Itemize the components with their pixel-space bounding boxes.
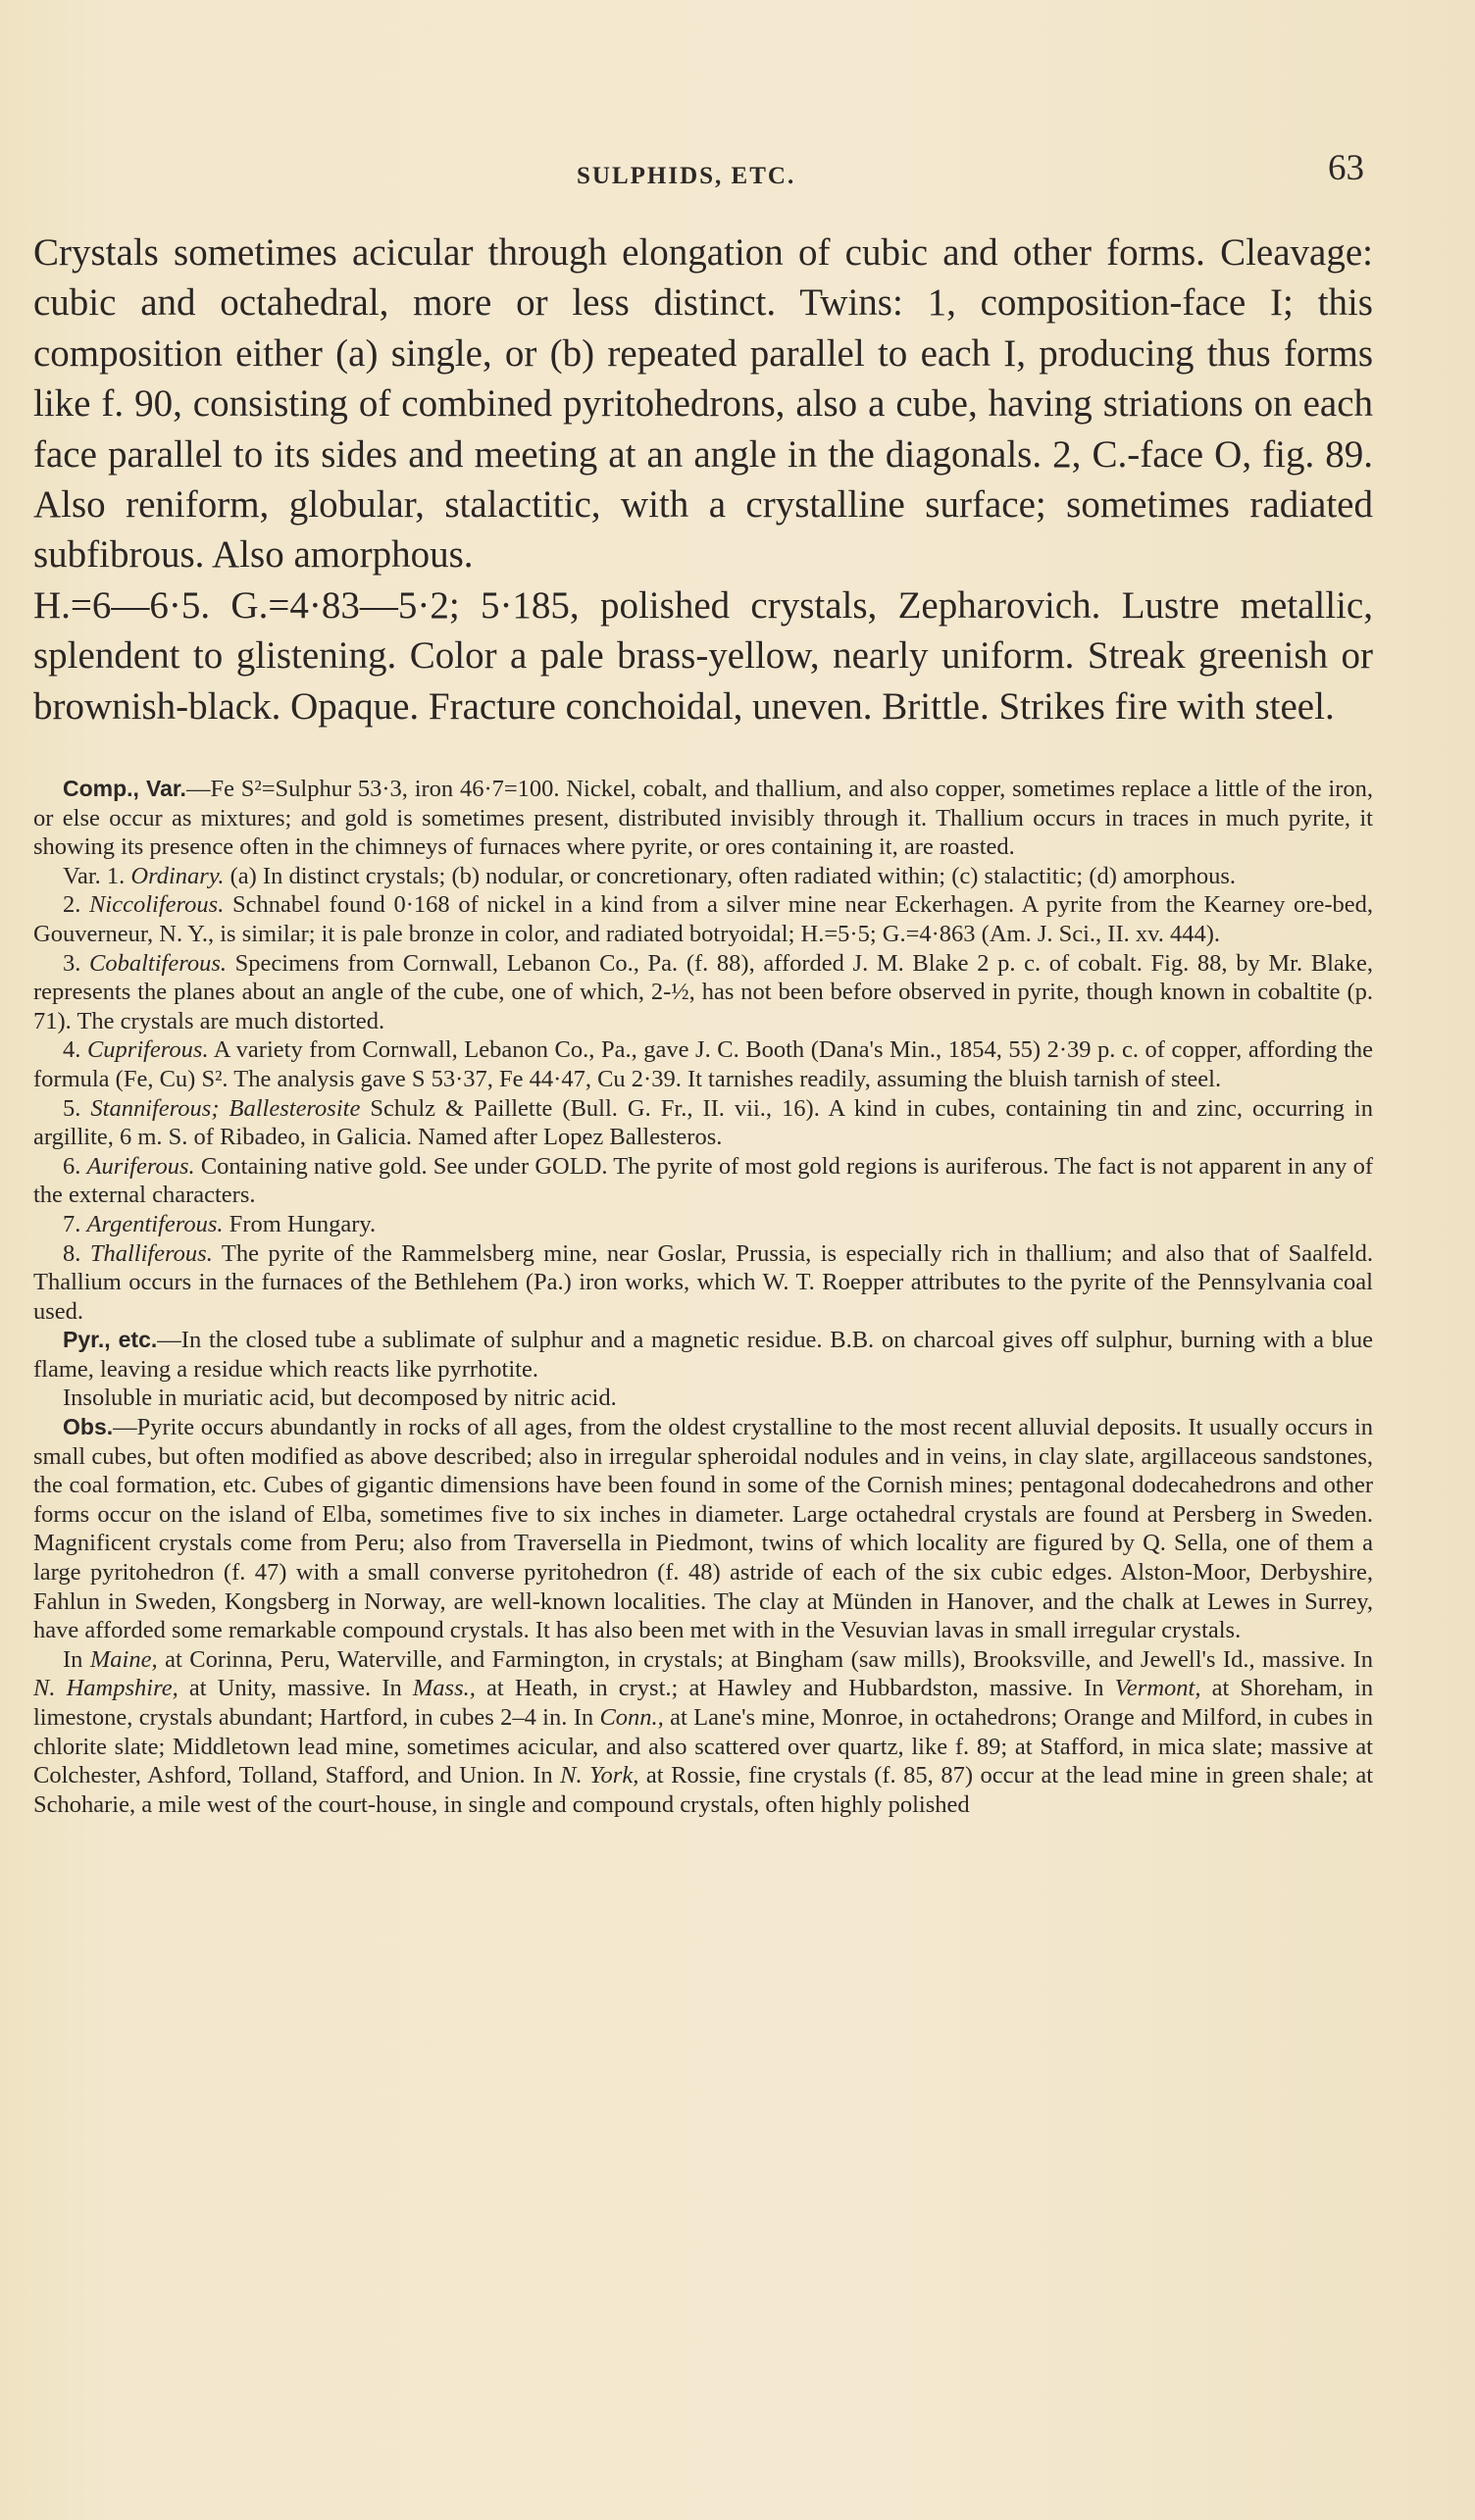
locality-text: at Corinna, Peru, Waterville, and Farmington, in crystals; at Bingham (saw mills), Brooksville, and Jewell's Id., massive. bbox=[165, 1645, 1347, 1673]
variety-name: Cobaltiferous. bbox=[89, 949, 228, 977]
variety-number: Var. 1. bbox=[63, 862, 126, 889]
variety-argentiferous bbox=[33, 1210, 1373, 1239]
variety-auriferous bbox=[33, 1152, 1373, 1210]
variety-number: 5. bbox=[63, 1094, 81, 1122]
crystal-description-paragraph: Crystals sometimes acicular through elongation of cubic and other forms. Cleavage: cubic and octahedral, more or less distinct. Twins: 1, composition-face I; this composition either (a) single, or (b) repeated parallel to each I, producing thus forms like f. 90, consisting of combined pyritohedrons, also a cube, having striations on each face parallel to its sides and meeting at an angle in the diagonals. 2, C.-face O, fig. 89. Also reniform, globular, stalactitic, with a crystalline surface; sometimes radiated subfibrous. Also amorphous. bbox=[33, 231, 1373, 577]
variety-text: Schulz & Paillette (Bull. G. Fr., II. vii., 16). A kind in cubes, containing tin and zinc, occurring in argillite, 6 m. S. of Ribadeo, in Galicia. Named after Lopez Ballesteros. bbox=[33, 1094, 1373, 1151]
variety-name: Niccoliferous. bbox=[89, 891, 225, 919]
variety-number: 6. bbox=[63, 1152, 81, 1180]
locality-text: at Rossie, fine crystals (f. 85, 87) occur at the lead mine in green shale; at Schoharie, a mile west of the court-house, in single and compound crystals, often highly polished bbox=[33, 1762, 1374, 1818]
locality-state: N. York, bbox=[560, 1762, 639, 1789]
variety-thalliferous bbox=[33, 1239, 1373, 1327]
locality-lead: In bbox=[381, 1675, 402, 1702]
variety-number: 3. bbox=[63, 949, 81, 977]
variety-cobaltiferous bbox=[33, 949, 1373, 1036]
variety-name: Auriferous. bbox=[86, 1152, 195, 1180]
variety-name: Cupriferous. bbox=[86, 1036, 209, 1064]
variety-name: Argentiferous. bbox=[86, 1210, 224, 1237]
locality-lead: In bbox=[63, 1645, 83, 1673]
locality-state: Conn., bbox=[599, 1704, 664, 1731]
locality-state: N. Hampshire, bbox=[33, 1675, 178, 1702]
variety-text: The pyrite of the Rammelsberg mine, near Goslar, Prussia, is especially rich in thallium; and also that of Saalfeld. Thallium occurs in the furnaces of the Bethlehem (Pa.) iron works, which W. T. Roepper attributes to the pyrite of the Pennsylvania coal used. bbox=[33, 1239, 1374, 1325]
variety-text: (a) In distinct crystals; (b) nodular, or concretionary, often radiated within; (c) stalactitic; (d) amorphous. bbox=[229, 862, 1237, 889]
variety-number: 4. bbox=[63, 1036, 81, 1064]
pyrognostics-heading: Pyr., etc. bbox=[63, 1327, 158, 1353]
observations-heading: Obs. bbox=[63, 1414, 114, 1440]
page-header bbox=[35, 135, 1369, 194]
composition-text: —Fe S²=Sulphur 53·3, iron 46·7=100. Nickel, cobalt, and thallium, and also copper, sometimes replace a little of the iron, or else occur as mixtures; and gold is sometimes present, distributed invisibly through it. Thallium occurs in traces in much pyrite, it showing its presence often in the chimneys of furnaces where pyrite, or ores containing it, are roasted. bbox=[33, 776, 1374, 861]
variety-text: Schnabel found 0·168 of nickel in a kind from a silver mine near Eckerhagen. A pyrite from the Kearney ore-bed, Gouverneur, N. Y., is similar; it is pale bronze in color, and radiated botryoidal; H.=5·5; G.=4·863 (Am. J. Sci., II. xv. 444). bbox=[33, 891, 1373, 947]
locality-lead: In bbox=[533, 1762, 553, 1789]
locality-text: at Lane's mine, Monroe, in octahedrons; Orange and Milford, in cubes in chlorite slate; Middletown lead mine, sometimes acicular, and also scattered over quartz, like f. 89; at Stafford, in mica slate; massive at Colchester, Ashford, Tolland, Stafford, and Union. bbox=[33, 1704, 1374, 1789]
variety-text: Containing native gold. See under GOLD. The pyrite of most gold regions is auriferous. The fact is not apparent in any of the external characters. bbox=[33, 1152, 1374, 1209]
variety-name: Stanniferous; Ballesterosite bbox=[90, 1094, 361, 1122]
pyrognostics-text: —In the closed tube a sublimate of sulphur and a magnetic residue. B.B. on charcoal gives off sulphur, burning with a blue flame, leaving a residue which reacts like pyrrhotite. bbox=[33, 1327, 1373, 1383]
variety-text: From Hungary. bbox=[229, 1210, 377, 1237]
variety-number: 2. bbox=[63, 891, 81, 919]
variety-text: A variety from Cornwall, Lebanon Co., Pa., gave J. C. Booth (Dana's Min., 1854, 55) 2·39 p. c. of copper, affording the formula (Fe, Cu) S². The analysis gave S 53·37, Fe 44·47, Cu 2·39. It tarnishes readily, assuming the bluish tarnish of steel. bbox=[33, 1036, 1374, 1092]
composition-heading: Comp., Var. bbox=[63, 776, 186, 801]
variety-number: 8. bbox=[63, 1239, 81, 1267]
pyrognostics-paragraph bbox=[33, 1326, 1373, 1384]
locality-lead: In bbox=[1352, 1645, 1373, 1673]
small-print-section bbox=[33, 775, 1373, 1819]
locality-state: Maine, bbox=[89, 1645, 158, 1673]
page-number: 63 bbox=[1328, 148, 1364, 188]
locality-lead: In bbox=[1084, 1675, 1104, 1702]
locality-text: at Unity, massive. bbox=[188, 1675, 372, 1702]
variety-text: Specimens from Cornwall, Lebanon Co., Pa. (f. 88), afforded J. M. Blake 2 p. c. of cobalt. Fig. 88, by Mr. Blake, represents the planes about an angle of the cube, one of which, 2-½, has not been before observed in pyrite, though known in cobaltite (p. 71). The crystals are much distorted. bbox=[33, 949, 1373, 1034]
composition-paragraph bbox=[33, 775, 1373, 862]
variety-stanniferous bbox=[33, 1094, 1373, 1152]
physical-properties-paragraph: H.=6—6·5. G.=4·83—5·2; 5·185, polished crystals, Zepharovich. Lustre metallic, splendent to glistening. Color a pale brass-yellow, nearly uniform. Streak greenish or brownish-black. Opaque. Fracture conchoidal, uneven. Brittle. Strikes fire with steel. bbox=[33, 583, 1373, 728]
locality-text: at Heath, in cryst.; at Hawley and Hubbardston, massive. bbox=[486, 1675, 1073, 1702]
locality-state: Mass., bbox=[412, 1675, 476, 1702]
lead-text bbox=[33, 227, 1373, 731]
locality-lead: In bbox=[573, 1704, 594, 1731]
running-title: SULPHIDS, ETC. bbox=[577, 163, 796, 189]
variety-cupriferous bbox=[33, 1035, 1373, 1093]
locality-text: at Shoreham, in limestone, crystals abundant; Hartford, in cubes 2–4 in. bbox=[33, 1675, 1374, 1731]
observations-text: —Pyrite occurs abundantly in rocks of all ages, from the oldest crystalline to the most recent alluvial deposits. It usually occurs in small cubes, but often modified as above described; also in irregular spheroidal nodules and in veins, in clay slate, argillaceous sandstones, the coal formation, etc. Cubes of gigantic dimensions have been found in some of the Cornish mines; pentagonal dodecahedrons and other forms occur on the island of Elba, sometimes five to six inches in diameter. Large octahedral crystals are found at Persberg in Sweden. Magnificent crystals come from Peru; also from Traversella in Piedmont, twins of which locality are figured by Q. Sella, one of them a large pyritohedron (f. 47) with a small converse pyritohedron (f. 48) astride of each of the six cubic edges. Alston-Moor, Derbyshire, Fahlun in Sweden, Kongsberg in Norway, are well-known localities. The clay at Münden in Hanover, and the chalk at Lewes in Surrey, have afforded some remarkable compound crystals. It has also been met with in the Vesuvian lavas in small irregular crystals. bbox=[33, 1414, 1373, 1644]
localities-paragraph bbox=[33, 1645, 1373, 1820]
observations-paragraph bbox=[33, 1413, 1373, 1645]
solubility-paragraph: Insoluble in muriatic acid, but decomposed by nitric acid. bbox=[63, 1385, 617, 1412]
variety-name: Thalliferous. bbox=[89, 1239, 213, 1267]
variety-niccoliferous bbox=[33, 890, 1373, 948]
variety-number: 7. bbox=[63, 1210, 81, 1237]
locality-state: Vermont, bbox=[1114, 1675, 1201, 1702]
variety-name: Ordinary. bbox=[130, 862, 225, 889]
variety-ordinary bbox=[33, 862, 1373, 891]
